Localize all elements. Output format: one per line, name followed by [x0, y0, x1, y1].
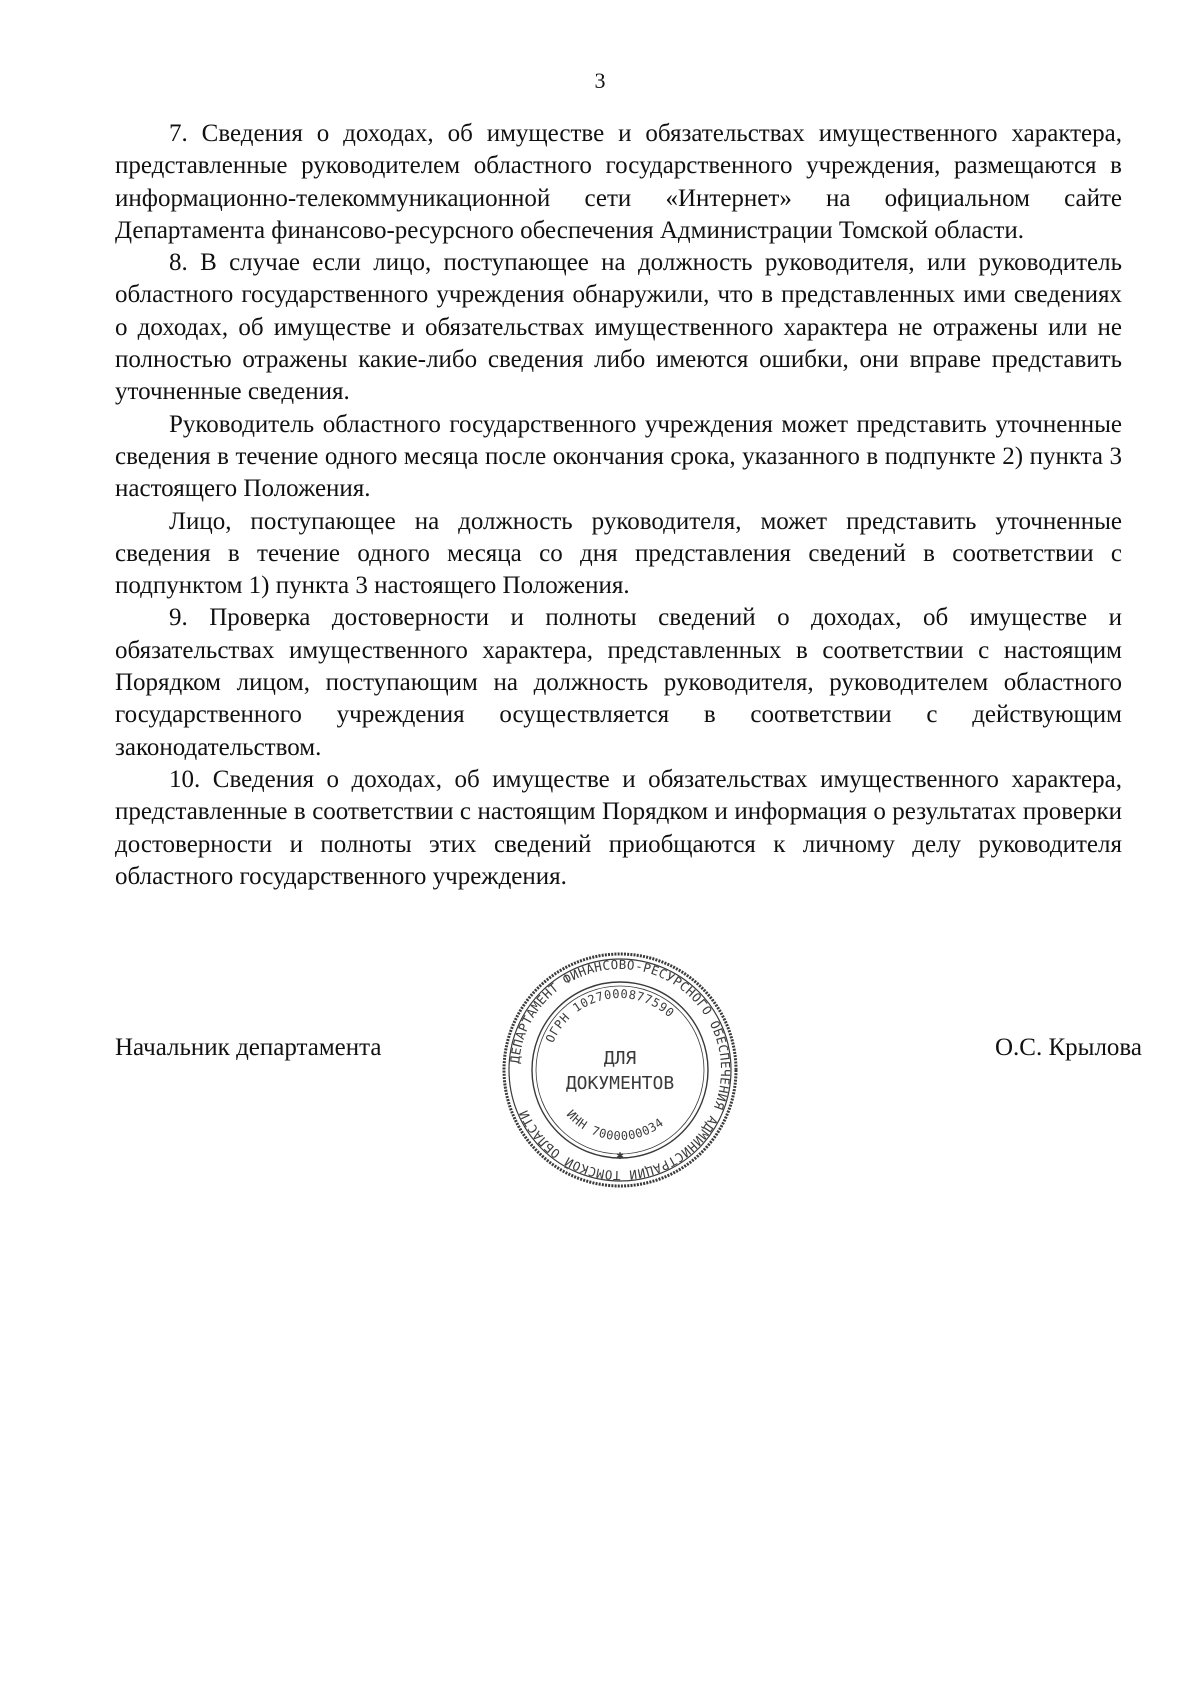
document-body: [115, 118, 1122, 893]
stamp-center-line-1: ДЛЯ: [603, 1048, 637, 1069]
signatory-name: О.С. Крылова: [995, 1034, 1142, 1061]
stamp-ogrn-text: ОГРН 1027000877590: [542, 986, 678, 1045]
paragraph-8: 8. В случае если лицо, поступающее на должность руководителя, или руководитель областного государственного учреждения обнаружили, что в представленных ими сведениях о доходах, об имуществе и обязательствах имущественного характера не отражены или не полностью отражены какие-либо сведения либо имеются ошибки, они вправе представить уточненные сведения.: [115, 249, 1122, 406]
stamp-outer-text: ДЕПАРТАМЕНТ ФИНАНСОВО-РЕСУРСНОГО ОБЕСПЕЧЕНИЯ АДМИНИСТРАЦИИ ТОМСКОЙ ОБЛАСТИ: [507, 956, 734, 1184]
paragraph-9: 9. Проверка достоверности и полноты сведений о доходах, об имуществе и обязательствах имущественного характера, представленных в соответствии с настоящим Порядком лицом, поступающим на должность руководителя, руководителем областного государственного учреждения осуществляется в соответствии с действующим законодательством.: [115, 604, 1122, 761]
official-seal-stamp: [500, 950, 740, 1190]
page-number: 3: [594, 68, 606, 93]
star-icon: ✱: [616, 1148, 624, 1162]
paragraph-7: 7. Сведения о доходах, об имуществе и обязательствах имущественного характера, представленные руководителем областного государственного учреждения, размещаются в информационно-телекоммуникационной сети «Интернет» на официальном сайте Департамента финансово-ресурсного обеспечения Администрации Томской области.: [115, 120, 1122, 244]
signatory-title: Начальник департамента: [115, 1034, 382, 1061]
stamp-center-line-2: ДОКУМЕНТОВ: [565, 1073, 675, 1094]
paragraph-8-part-3: Лицо, поступающее на должность руководителя, может представить уточненные сведения в течение одного месяца со дня представления сведений в соответствии с подпунктом 1) пункта 3 настоящего Положения.: [115, 507, 1122, 600]
stamp-inn-text: ИНН 7000000034: [563, 1107, 667, 1144]
paragraph-8-part-2: Руководитель областного государственного учреждения может представить уточненные сведения в течение одного месяца после окончания срока, указанного в подпункте 2) пункта 3 настоящего Положения.: [115, 410, 1122, 503]
paragraph-10: 10. Сведения о доходах, об имуществе и обязательствах имущественного характера, представленные в соответствии с настоящим Порядком и информация о результатах проверки достоверности и полноты этих сведений приобщаются к личному делу руководителя областного государственного учреждения.: [115, 765, 1122, 890]
